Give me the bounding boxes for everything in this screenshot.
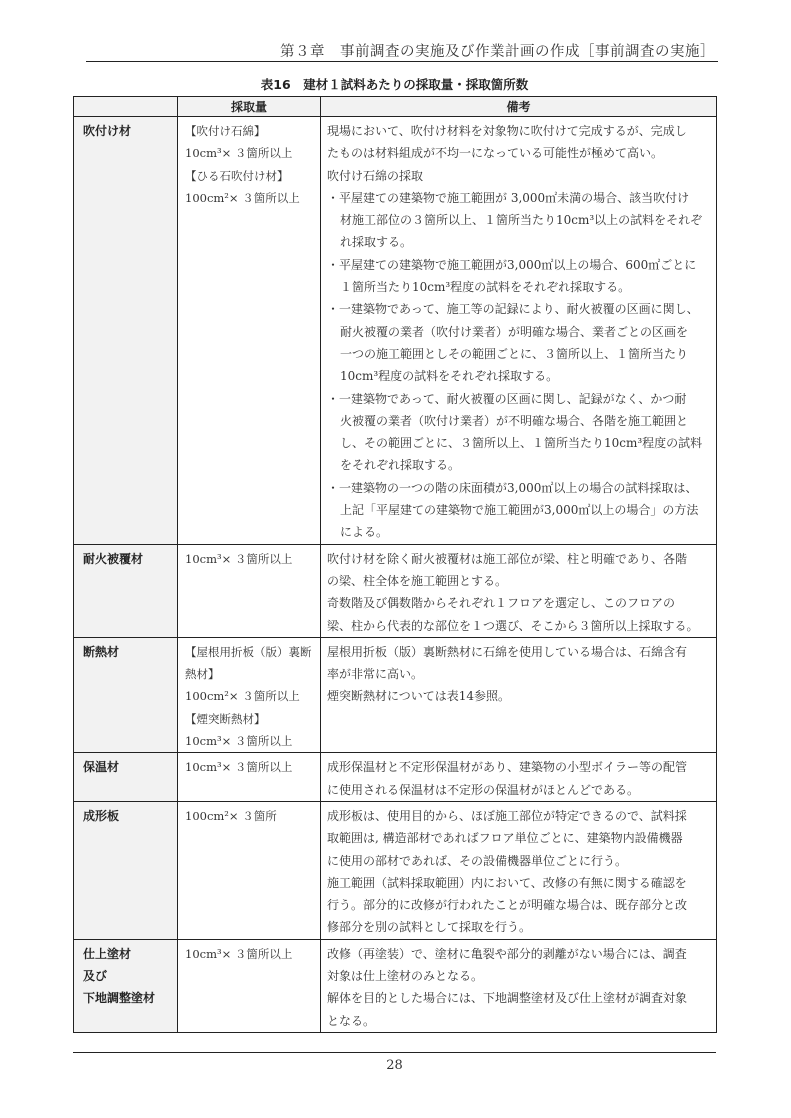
- material-cell: [74, 753, 178, 802]
- material-name: 耐火被覆材: [83, 551, 144, 566]
- quantity-line: 100cm²× ３箇所: [185, 808, 277, 823]
- quantity-line: 【吹付け石綿】: [185, 124, 266, 138]
- note-line: による。: [340, 525, 389, 540]
- note-line: ・一建築物の一つの階の床面積が3,000㎡以上の場合の試料採取は、: [327, 480, 698, 495]
- note-line: 奇数階及び偶数階からそれぞれ１フロアを選定し、このフロアの: [327, 596, 676, 611]
- note-line: 火被覆の業者（吹付け業者）が不明確な場合、各階を施工範囲と: [340, 413, 689, 428]
- material-cell: [74, 544, 178, 637]
- header-quantity: 採取量: [178, 97, 321, 117]
- note-line: 修部分を別の試料として採取を行う。: [327, 920, 532, 935]
- quantity-line: 10cm³× ３箇所以上: [185, 146, 293, 161]
- note-paragraph: [327, 805, 710, 939]
- quantity-line: 10cm³× ３箇所以上: [185, 946, 293, 961]
- table-row: [74, 637, 717, 752]
- quantity-line: 【ひる石吹付け材】: [185, 168, 289, 183]
- note-line: 梁、柱から代表的な部位を１つ選び、そこから３箇所以上採取する。: [327, 618, 699, 633]
- quantity-line: 【煙突断熱材】: [185, 711, 266, 726]
- quantity-line: 10cm³× ３箇所以上: [185, 551, 293, 566]
- quantity-cell: [178, 753, 321, 802]
- header-rule: [86, 61, 718, 62]
- note-line: 吹付け石綿の採取: [327, 168, 424, 183]
- material-name: 下地調整塗材: [83, 991, 156, 1006]
- note-line: 煙突断熱材については表14参照。: [327, 689, 511, 704]
- notes-cell: [321, 117, 717, 545]
- note-paragraph: [327, 756, 710, 801]
- note-line: 上記「平屋建ての建築物で施工範囲が3,000㎡以上の場合」の方法: [340, 503, 699, 518]
- material-cell: [74, 801, 178, 939]
- note-paragraph: [327, 641, 710, 708]
- material-name: 仕上塗材: [83, 946, 132, 961]
- page-number: 28: [386, 1058, 403, 1073]
- note-paragraph: [327, 120, 710, 187]
- quantity-line: 【屋根用折板（版）裏断: [185, 644, 312, 659]
- table-row: [74, 939, 717, 1032]
- quantity-cell: [178, 637, 321, 752]
- material-name: 及び: [83, 968, 108, 983]
- quantity-line: 100cm²× ３箇所以上: [185, 689, 300, 704]
- note-line: 取範囲は, 構造部材であればフロア単位ごとに、建築物内設備機器: [327, 831, 683, 846]
- notes-cell: [321, 753, 717, 802]
- notes-cell: [321, 939, 717, 1032]
- note-line: 解体を目的とした場合には、下地調整塗材及び仕上塗材が調査対象: [327, 991, 688, 1006]
- note-line: し、その範囲ごとに、３箇所以上、１箇所当たり10cm³程度の試料: [340, 436, 703, 451]
- material-cell: [74, 117, 178, 545]
- note-paragraph: [327, 548, 710, 637]
- header-material: [74, 97, 178, 117]
- note-line: 材施工部位の３箇所以上、１箇所当たり10cm³以上の試料をそれぞ: [340, 213, 703, 228]
- material-cell: [74, 939, 178, 1032]
- table-caption: 表16 建材１試料あたりの採取量・採取箇所数: [260, 77, 529, 92]
- material-name: 保温材: [83, 760, 120, 775]
- note-line: ・平屋建ての建築物で施工範囲が 3,000㎡未満の場合、該当吹付け: [327, 190, 690, 205]
- material-cell: [74, 637, 178, 752]
- note-line: の梁、柱全体を施工範囲とする。: [327, 573, 508, 588]
- table-row: [74, 544, 717, 637]
- note-line: 成形板は、使用目的から、ほぼ施工部位が特定できるので、試料採: [327, 808, 687, 823]
- note-line: 一つの施工範囲としその範囲ごとに、３箇所以上、１箇所当たり: [340, 346, 689, 361]
- notes-cell: [321, 544, 717, 637]
- note-line: 屋根用折板（版）裏断熱材に石綿を使用している場合は、石綿含有: [327, 644, 688, 659]
- note-line: １箇所当たり10cm³程度の試料をそれぞれ採取する。: [340, 280, 631, 295]
- quantity-line: 10cm³× ３箇所以上: [185, 760, 293, 775]
- bullet-item: [327, 254, 710, 299]
- quantity-line: 100cm²× ３箇所以上: [185, 190, 300, 205]
- note-line: 現場において、吹付け材料を対象物に吹付けて完成するが、完成し: [327, 124, 687, 138]
- note-line: に使用される保温材は不定形の保温材がほとんどである。: [327, 782, 640, 797]
- sampling-table: [73, 96, 717, 1033]
- quantity-cell: [178, 117, 321, 545]
- note-line: ・一建築物であって、耐火被覆の区画に関し、記録がなく、かつ耐: [327, 391, 687, 406]
- note-line: 耐火被覆の業者（吹付け業者）が明確な場合、業者ごとの区画を: [340, 324, 689, 339]
- note-line: ・一建築物であって、施工等の記録により、耐火被覆の区画に関し、: [327, 302, 699, 317]
- note-line: 吹付け材を除く耐火被覆材は施工部位が梁、柱と明確であり、各階: [327, 551, 688, 566]
- material-name: 断熱材: [83, 644, 120, 659]
- note-line: 成形保温材と不定形保温材があり、建築物の小型ボイラー等の配管: [327, 760, 688, 775]
- table-row: [74, 117, 717, 545]
- note-line: をそれぞれ採取する。: [340, 458, 461, 473]
- notes-cell: [321, 637, 717, 752]
- note-line: 率が非常に高い。: [327, 667, 424, 682]
- note-line: れ採取する。: [340, 235, 413, 250]
- material-name: 吹付け材: [83, 124, 132, 138]
- table-row: [74, 801, 717, 939]
- note-line: 改修（再塗装）で、塗材に亀裂や部分的剥離がない場合には、調査: [327, 946, 687, 961]
- quantity-cell: [178, 544, 321, 637]
- note-line: 行う。部分的に改修が行われたことが明確な場合は、既存部分と改: [327, 898, 688, 913]
- note-line: となる。: [327, 1013, 376, 1028]
- note-line: に使用の部材であれば、その設備機器単位ごとに行う。: [327, 853, 628, 868]
- footer-rule: [73, 1052, 716, 1053]
- note-line: 施工範囲（試料採取範囲）内において、改修の有無に関する確認を: [327, 875, 687, 890]
- note-line: たものは材料組成が不均一になっている可能性が極めて高い。: [327, 146, 664, 161]
- quantity-cell: [178, 939, 321, 1032]
- quantity-line: 熱材】: [185, 667, 220, 682]
- table-row: [74, 753, 717, 802]
- note-line: 10cm³程度の試料をそれぞれ採取する。: [340, 369, 559, 384]
- header-notes: 備考: [321, 97, 717, 117]
- bullet-item: [327, 388, 710, 477]
- quantity-line: 10cm³× ３箇所以上: [185, 734, 293, 749]
- material-name: 成形板: [83, 808, 120, 823]
- note-paragraph: [327, 943, 710, 1032]
- bullet-item: [327, 298, 710, 387]
- table-header-row: [74, 97, 717, 117]
- chapter-heading: 第３章 事前調査の実施及び作業計画の作成［事前調査の実施］: [280, 44, 715, 60]
- note-line: 対象は仕上塗材のみとなる。: [327, 968, 484, 983]
- bullet-item: [327, 187, 710, 254]
- bullet-item: [327, 477, 710, 544]
- notes-cell: [321, 801, 717, 939]
- quantity-cell: [178, 801, 321, 939]
- note-line: ・平屋建ての建築物で施工範囲が3,000㎡以上の場合、600㎡ごとに: [327, 257, 697, 272]
